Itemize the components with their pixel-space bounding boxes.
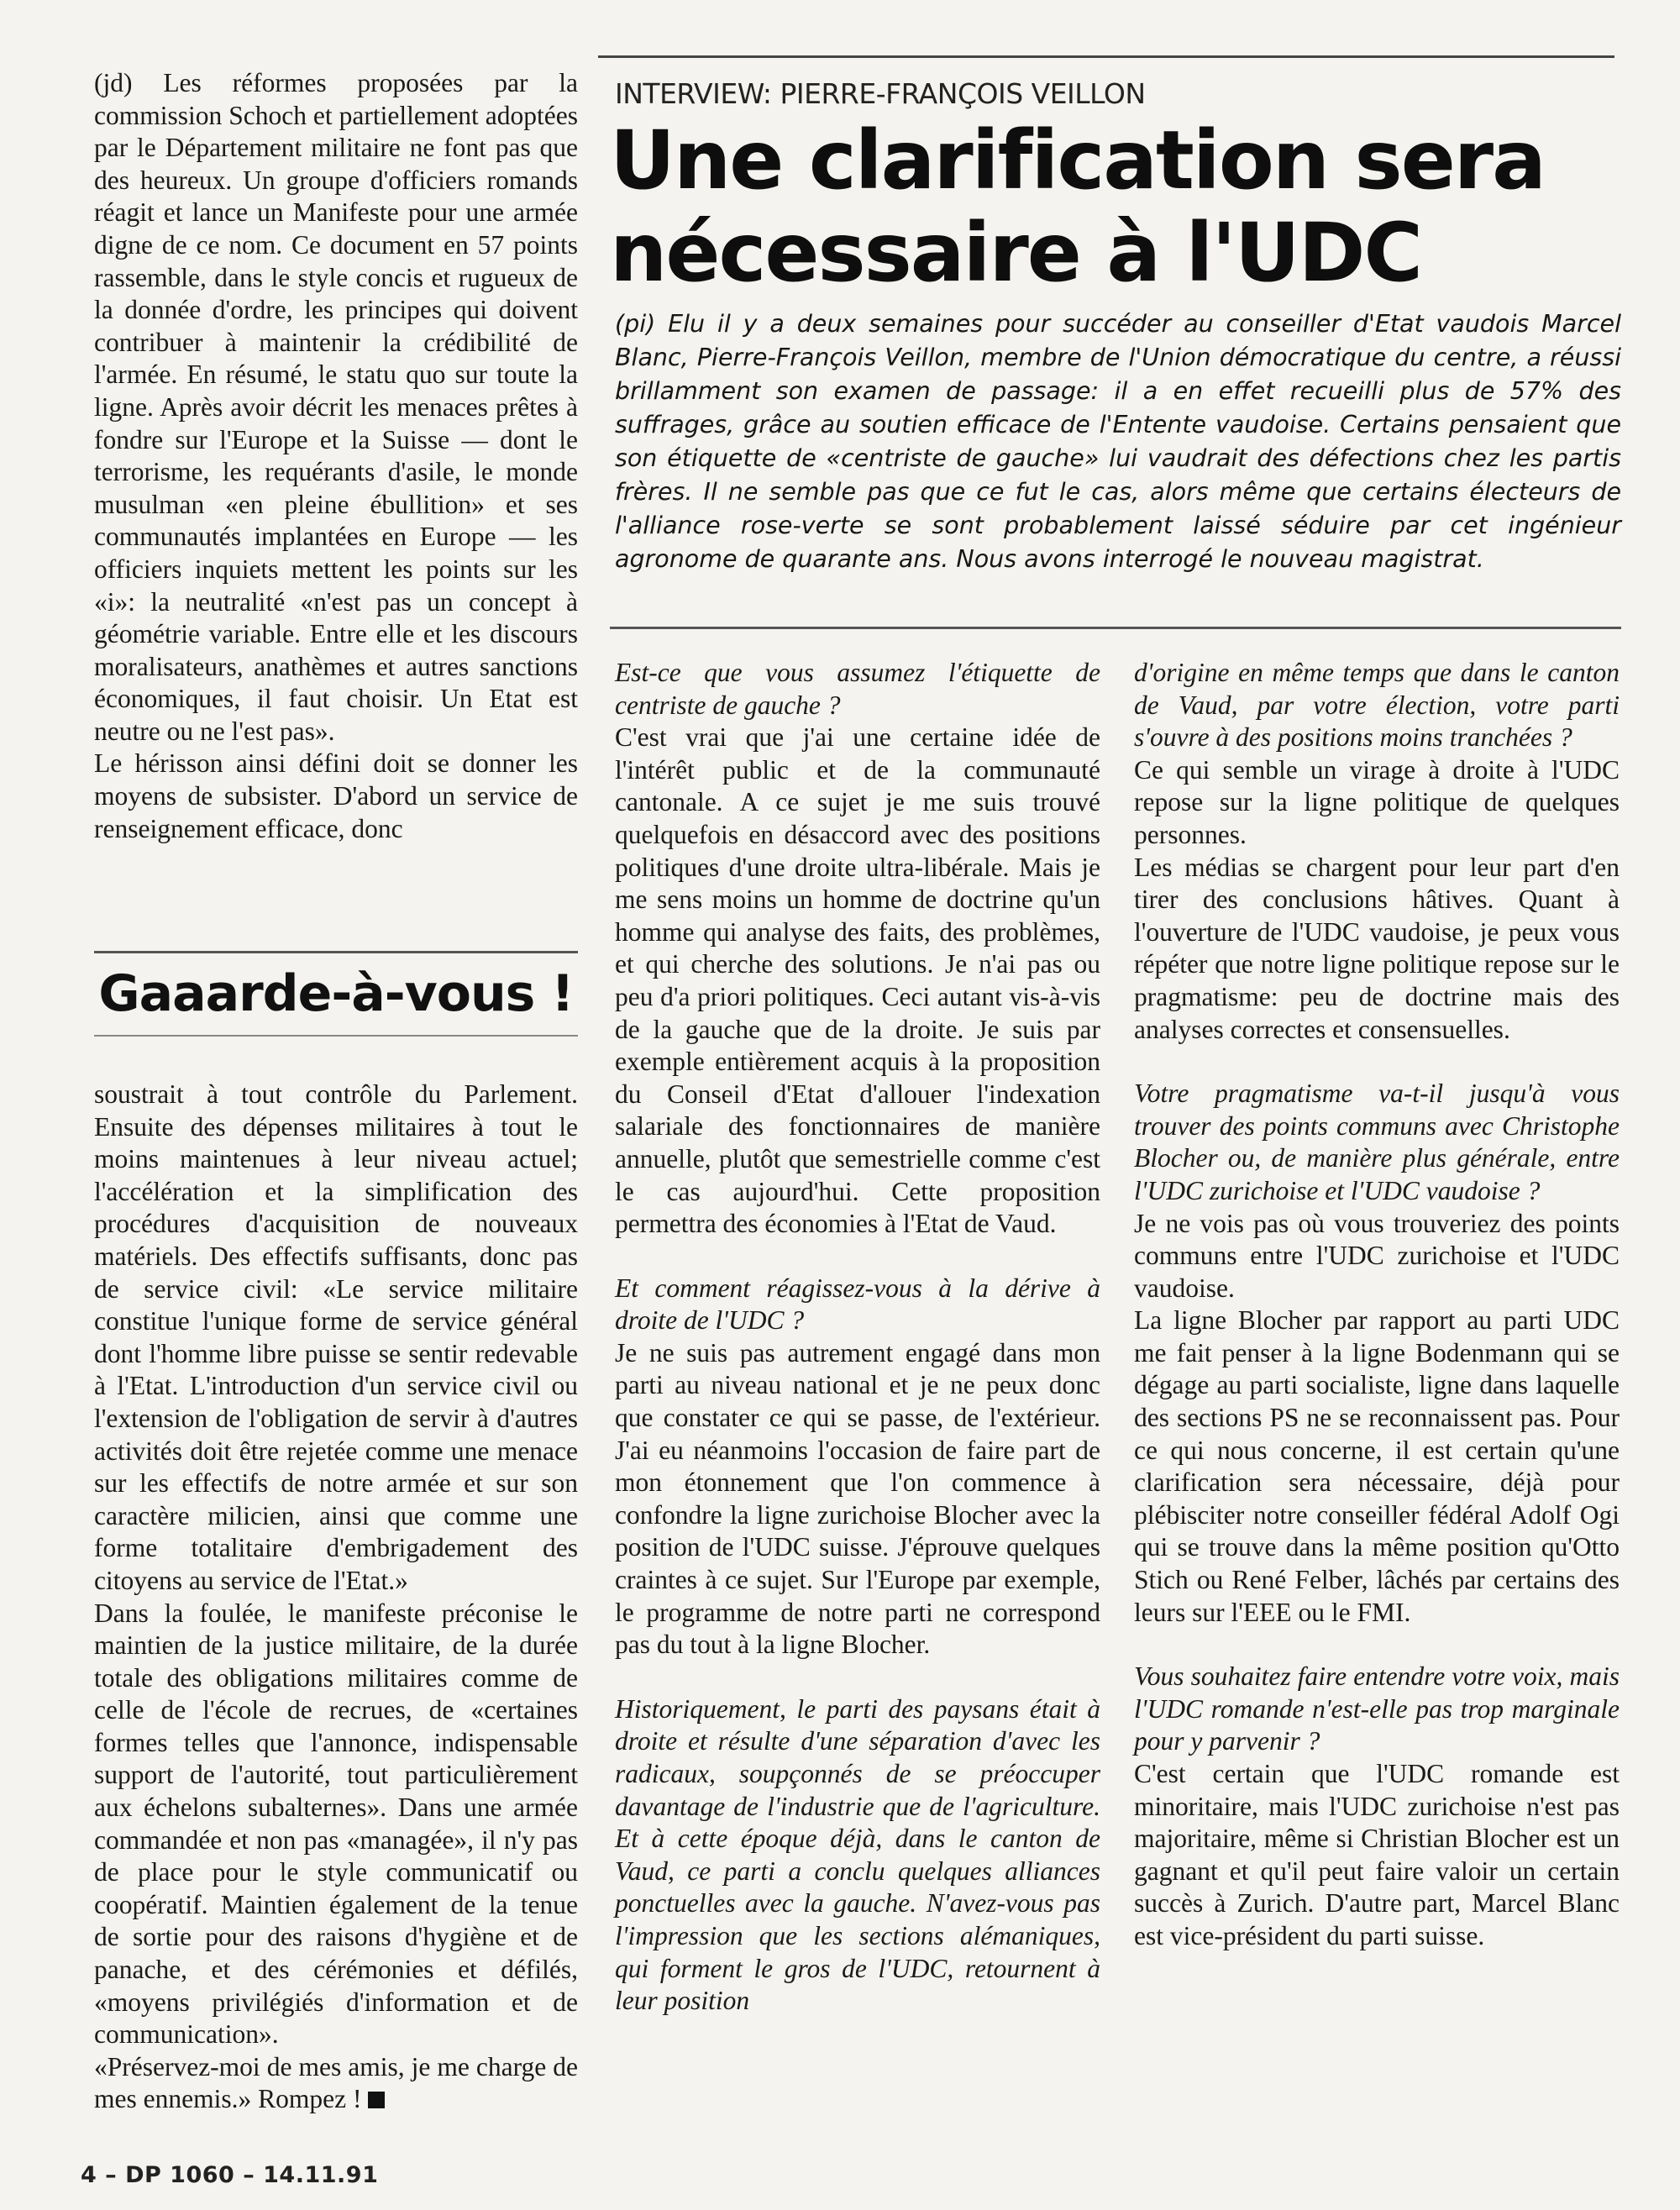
paragraph: Dans la foulée, le manifeste préconise le maintien de la justice militaire, de la durée totale des obligations militaires comme de celle de l'école de recrues, de «certaines formes telles que l'annonce, indispensable support de l'autorité, tout particulièrement aux échelons subalternes». Dans une armée commandée et non pas «managée», il n'y pas de place pour le style communicatif ou coopératif. Maintien également de la tenue de sortie pour des raisons d'hygiène et de panache, et des cérémonies et défilés, «moyens privilégiés d'information et de communication». [94,1598,578,2050]
left-article-part1 [94,67,578,845]
box-top-rule [94,951,578,953]
question-1: Est-ce que vous assumez l'étiquette de centriste de gauche ? [615,658,1100,720]
paragraph: soustrait à tout contrôle du Parlement. Ensuite des dépenses militaires à tout le moins maintenues à leur niveau actuel; l'accélération et la simplification des procédures d'acquisition de nouveaux matériels. Des effectifs suffisants, donc pas de service civil: «Le service militaire constitue l'unique forme de service général dont l'homme libre puisse se sentir redevable à l'Etat. L'introduction d'un service civil ou l'extension de l'obligation de servir à d'autres activités doit être rejetée comme une menace sur les effectifs de notre armée et sur son caractère milicien, ainsi que comme une forme totalitaire d'embrigadement des citoyens au service de l'Etat.» [94,1079,578,1595]
interview-column-3 [1134,657,1620,1953]
answer-4: Je ne vois pas où vous trouveriez des points communs entre l'UDC zurichoise et l'UDC vaudoise. [1134,1208,1620,1303]
question-3: Historiquement, le parti des paysans était à droite et résulte d'une séparation d'avec les radicaux, soupçonnés de se préoccuper davantage de l'industrie que de l'agriculture. Et à cette époque déjà, dans le canton de Vaud, ce parti a conclu quelques alliances ponctuelles avec la gauche. N'avez-vous pas l'impression que les sections alémaniques, qui forment le gros de l'UDC, retournent à leur position [615,1693,1100,2016]
question-5: Vous souhaitez faire entendre votre voix, mais l'UDC romande n'est-elle pas trop marginale pour y parvenir ? [1134,1661,1620,1756]
end-mark-icon [368,2092,385,2108]
paragraph: (jd) Les réformes proposées par la commission Schoch et partiellement adoptées par le Département militaire ne font pas que des heureux. Un groupe d'officiers romands réagit et lance un Manifeste pour une armée digne de ce nom. Ce document en 57 points rassemble, dans le style concis et rugueux de la donnée d'ordre, les principes qui doivent contribuer à maintenir la crédibilité de l'armée. En résumé, le statu quo sur toute la ligne. Après avoir décrit les menaces prêtes à fondre sur l'Europe et la Suisse — dont le terrorisme, les requérants d'asile, le monde musulman «en pleine ébullition» et ses communautés implantées en Europe — les officiers inquiets mettent les points sur les «i»: la neutralité «n'est pas un concept à géométrie variable. Entre elle et les discours moralisateurs, anathèmes et autres sanctions économiques, il faut choisir. Un Etat est neutre ou ne l'est pas». [94,68,578,746]
closing-paragraph [94,2051,578,2116]
interview-column-2 [615,657,1100,2018]
spacer [615,1241,1100,1273]
paragraph: Le hérisson ainsi défini doit se donner les moyens de subsister. D'abord un service de renseignement efficace, donc [94,748,578,843]
answer-4-continued: La ligne Blocher par rapport au parti UDC me fait penser à la ligne Bodenmann qui se dégage au parti socialiste, ligne dans laquelle des sections PS ne se reconnaissent pas. Pour ce qui nous concerne, il est certain qu'une clarification sera nécessaire, déjà pour plébisciter notre conseiller fédéral Adolf Ogi qui se trouve dans la même position qu'Otto Stich ou René Felber, lâchés par certains des leurs sur l'EEE ou le FMI. [1134,1305,1620,1627]
answer-1: C'est vrai que j'ai une certaine idée de l'intérêt public et de la communauté cantonale. A ce sujet je me suis trouvé quelquefois en désaccord avec des positions politiques d'une droite ultra-libérale. Mais je me sens moins un homme de doctrine qu'un homme qui analyse des faits, des problèmes, et qui cherche des solutions. Je n'ai pas ou peu d'a priori politiques. Ceci autant vis-à-vis de la gauche que de la droite. Je suis par exemple entièrement acquis à la proposition du Conseil d'Etat d'allouer l'indexation salariale des fonctionnaires de manière annuelle, plutôt que semestrielle comme c'est le cas aujourd'hui. Cette proposition permettra des économies à l'Etat de Vaud. [615,722,1100,1239]
headline-line-1: Une clarification sera [610,113,1545,207]
spacer [1134,1046,1620,1078]
spacer [1134,1629,1620,1661]
interview-kicker: INTERVIEW: PIERRE-FRANÇOIS VEILLON [615,77,1146,110]
question-4: Votre pragmatisme va-t-il jusqu'à vous trouver des points communs avec Christophe Blocher ou, de manière plus générale, entre l'UDC zurichoise et l'UDC vaudoise ? [1134,1079,1620,1205]
left-article-part2 [94,1079,578,2116]
question-2: Et comment réagissez-vous à la dérive à droite de l'UDC ? [615,1273,1100,1336]
page-footer: 4 – DP 1060 – 14.11.91 [81,2162,379,2188]
box-title: Gaaarde-à-vous ! [98,964,574,1023]
lede: (pi) Elu il y a deux semaines pour succéder au conseiller d'Etat vaudois Marcel Blanc, Pierre-François Veillon, membre de l'Union démocratique du centre, a réussi brillamment son examen de passage: il a en effet recueilli plus de 57% des suffrages, grâce au soutien efficace de l'Entente vaudoise. Certains pensaient que son étiquette de «centriste de gauche» lui vaudrait des défections chez les partis frères. Il ne semble pas que ce fut le cas, alors même que certains électeurs de l'alliance rose-verte se sont probablement laissé séduire par cet ingénieur agronome de quarante ans. Nous avons interrogé le nouveau magistrat. [615,310,1621,573]
question-3-continued: d'origine en même temps que dans le canton de Vaud, par votre élection, votre parti s'ouvre à des positions moins tranchées ? [1134,658,1620,753]
answer-3-continued: Les médias se chargent pour leur part d'en tirer des conclusions hâtives. Quant à l'ouverture de l'UDC vaudoise, je peux vous répéter que notre ligne politique repose sur le pragmatisme: peu de doctrine mais des analyses correctes et consensuelles. [1134,852,1620,1044]
headline [610,114,1618,299]
top-rule [598,55,1614,58]
answer-3: Ce qui semble un virage à droite à l'UDC repose sur la ligne politique de quelques personnes. [1134,754,1620,849]
answer-5: C'est certain que l'UDC romande est minoritaire, mais l'UDC zurichoise n'est pas majoritaire, même si Christian Blocher est un gagnant et qu'il peut faire valoir un certain succès à Zurich. D'autre part, Marcel Blanc est vice-président du parti suisse. [1134,1759,1620,1950]
spacer [615,1661,1100,1693]
closing-text: «Préservez-moi de mes amis, je me charge de mes ennemis.» Rompez ! [94,2051,578,2114]
box-bottom-rule [94,1035,578,1037]
headline-line-2: nécessaire à l'UDC [610,206,1421,300]
answer-2: Je ne suis pas autrement engagé dans mon parti au niveau national et je ne peux donc que constater ce qui se passe, de l'extérieur. J'ai eu néanmoins l'occasion de faire part de mon étonnement que l'on commence à confondre la ligne zurichoise Blocher avec la position de l'UDC suisse. J'éprouve quelques craintes à ce sujet. Sur l'Europe par exemple, le programme de notre parti ne correspond pas du tout à la ligne Blocher. [615,1337,1100,1660]
lede-rule [610,627,1621,629]
